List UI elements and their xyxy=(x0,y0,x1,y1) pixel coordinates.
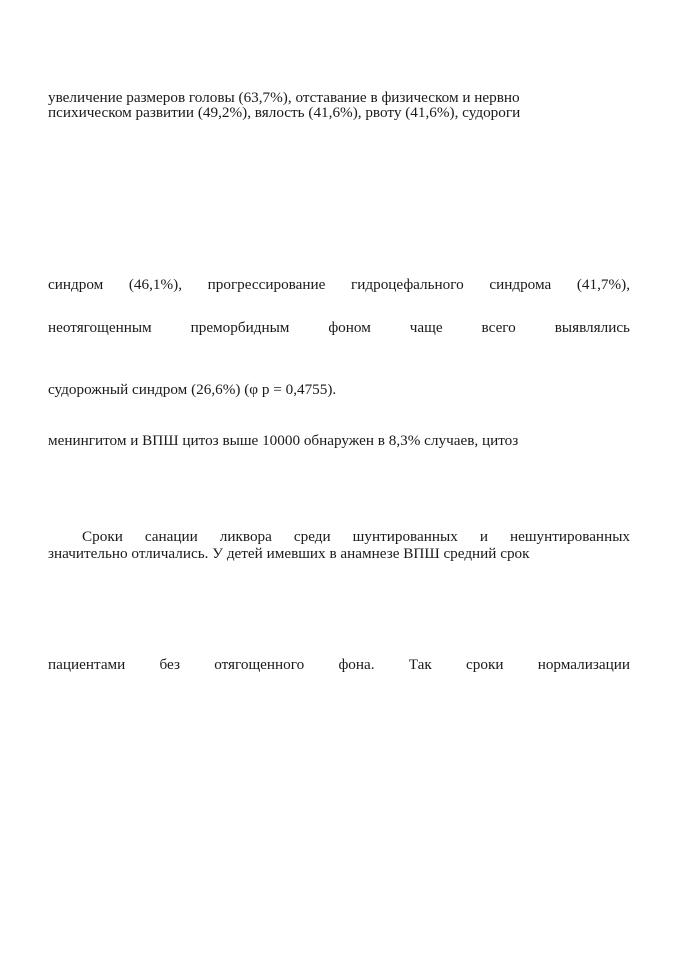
text-line: неотягощенным преморбидным фоном чаще всего выявлялись xyxy=(48,319,630,336)
text-line: увеличение размеров головы (63,7%), отставание в физическом и нервно xyxy=(48,89,520,106)
paragraph-first-line: Сроки санации ликвора среди шунтированных и нешунтированных xyxy=(82,528,630,545)
text-line: синдром (46,1%), прогрессирование гидроцефального синдрома (41,7%), xyxy=(48,276,630,293)
text-line: значительно отличались. У детей имевших в анамнезе ВПШ средний срок xyxy=(48,545,530,562)
text-line: психическом развитии (49,2%), вялость (41,6%), рвоту (41,6%), судороги xyxy=(48,104,521,121)
text-line: менингитом и ВПШ цитоз выше 10000 обнаружен в 8,3% случаев, цитоз xyxy=(48,432,519,449)
text-line: пациентами без отягощенного фона. Так сроки нормализации xyxy=(48,656,630,673)
text-line: судорожный синдром (26,6%) (φ p = 0,4755). xyxy=(48,381,337,398)
